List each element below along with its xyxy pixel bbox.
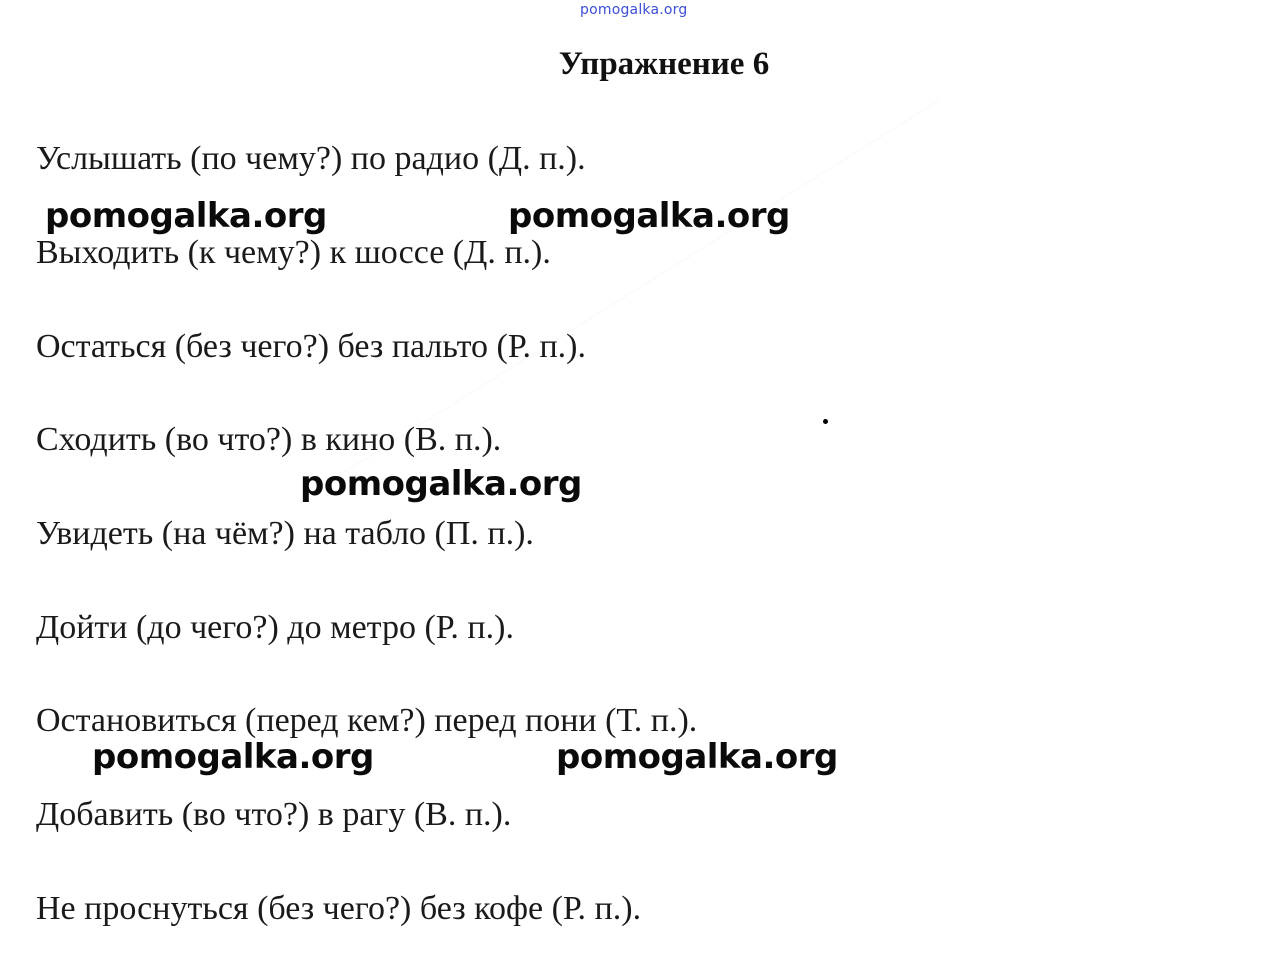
exercise-line-2: Выходить (к чему?) к шоссе (Д. п.). <box>36 234 551 271</box>
watermark-1: pomogalka.org <box>45 196 327 236</box>
exercise-line-6: Дойти (до чего?) до метро (Р. п.). <box>36 609 514 646</box>
watermark-3: pomogalka.org <box>300 464 582 504</box>
watermark-5: pomogalka.org <box>556 737 838 777</box>
watermark-2: pomogalka.org <box>508 196 790 236</box>
stray-dot <box>823 419 828 424</box>
exercise-title: Упражнение 6 <box>558 46 770 82</box>
exercise-line-4: Сходить (во что?) в кино (В. п.). <box>36 421 502 458</box>
exercise-line-8: Добавить (во что?) в рагу (В. п.). <box>36 796 512 833</box>
exercise-line-3: Остаться (без чего?) без пальто (Р. п.). <box>36 328 586 365</box>
exercise-line-9: Не проснуться (без чего?) без кофе (Р. п.). <box>36 890 642 927</box>
watermark-4: pomogalka.org <box>92 737 374 777</box>
exercise-line-1: Услышать (по чему?) по радио (Д. п.). <box>36 140 586 177</box>
exercise-line-7: Остановиться (перед кем?) перед пони (Т. п.). <box>36 702 698 739</box>
exercise-line-5: Увидеть (на чём?) на табло (П. п.). <box>36 515 534 552</box>
top-watermark: pomogalka.org <box>580 2 688 18</box>
